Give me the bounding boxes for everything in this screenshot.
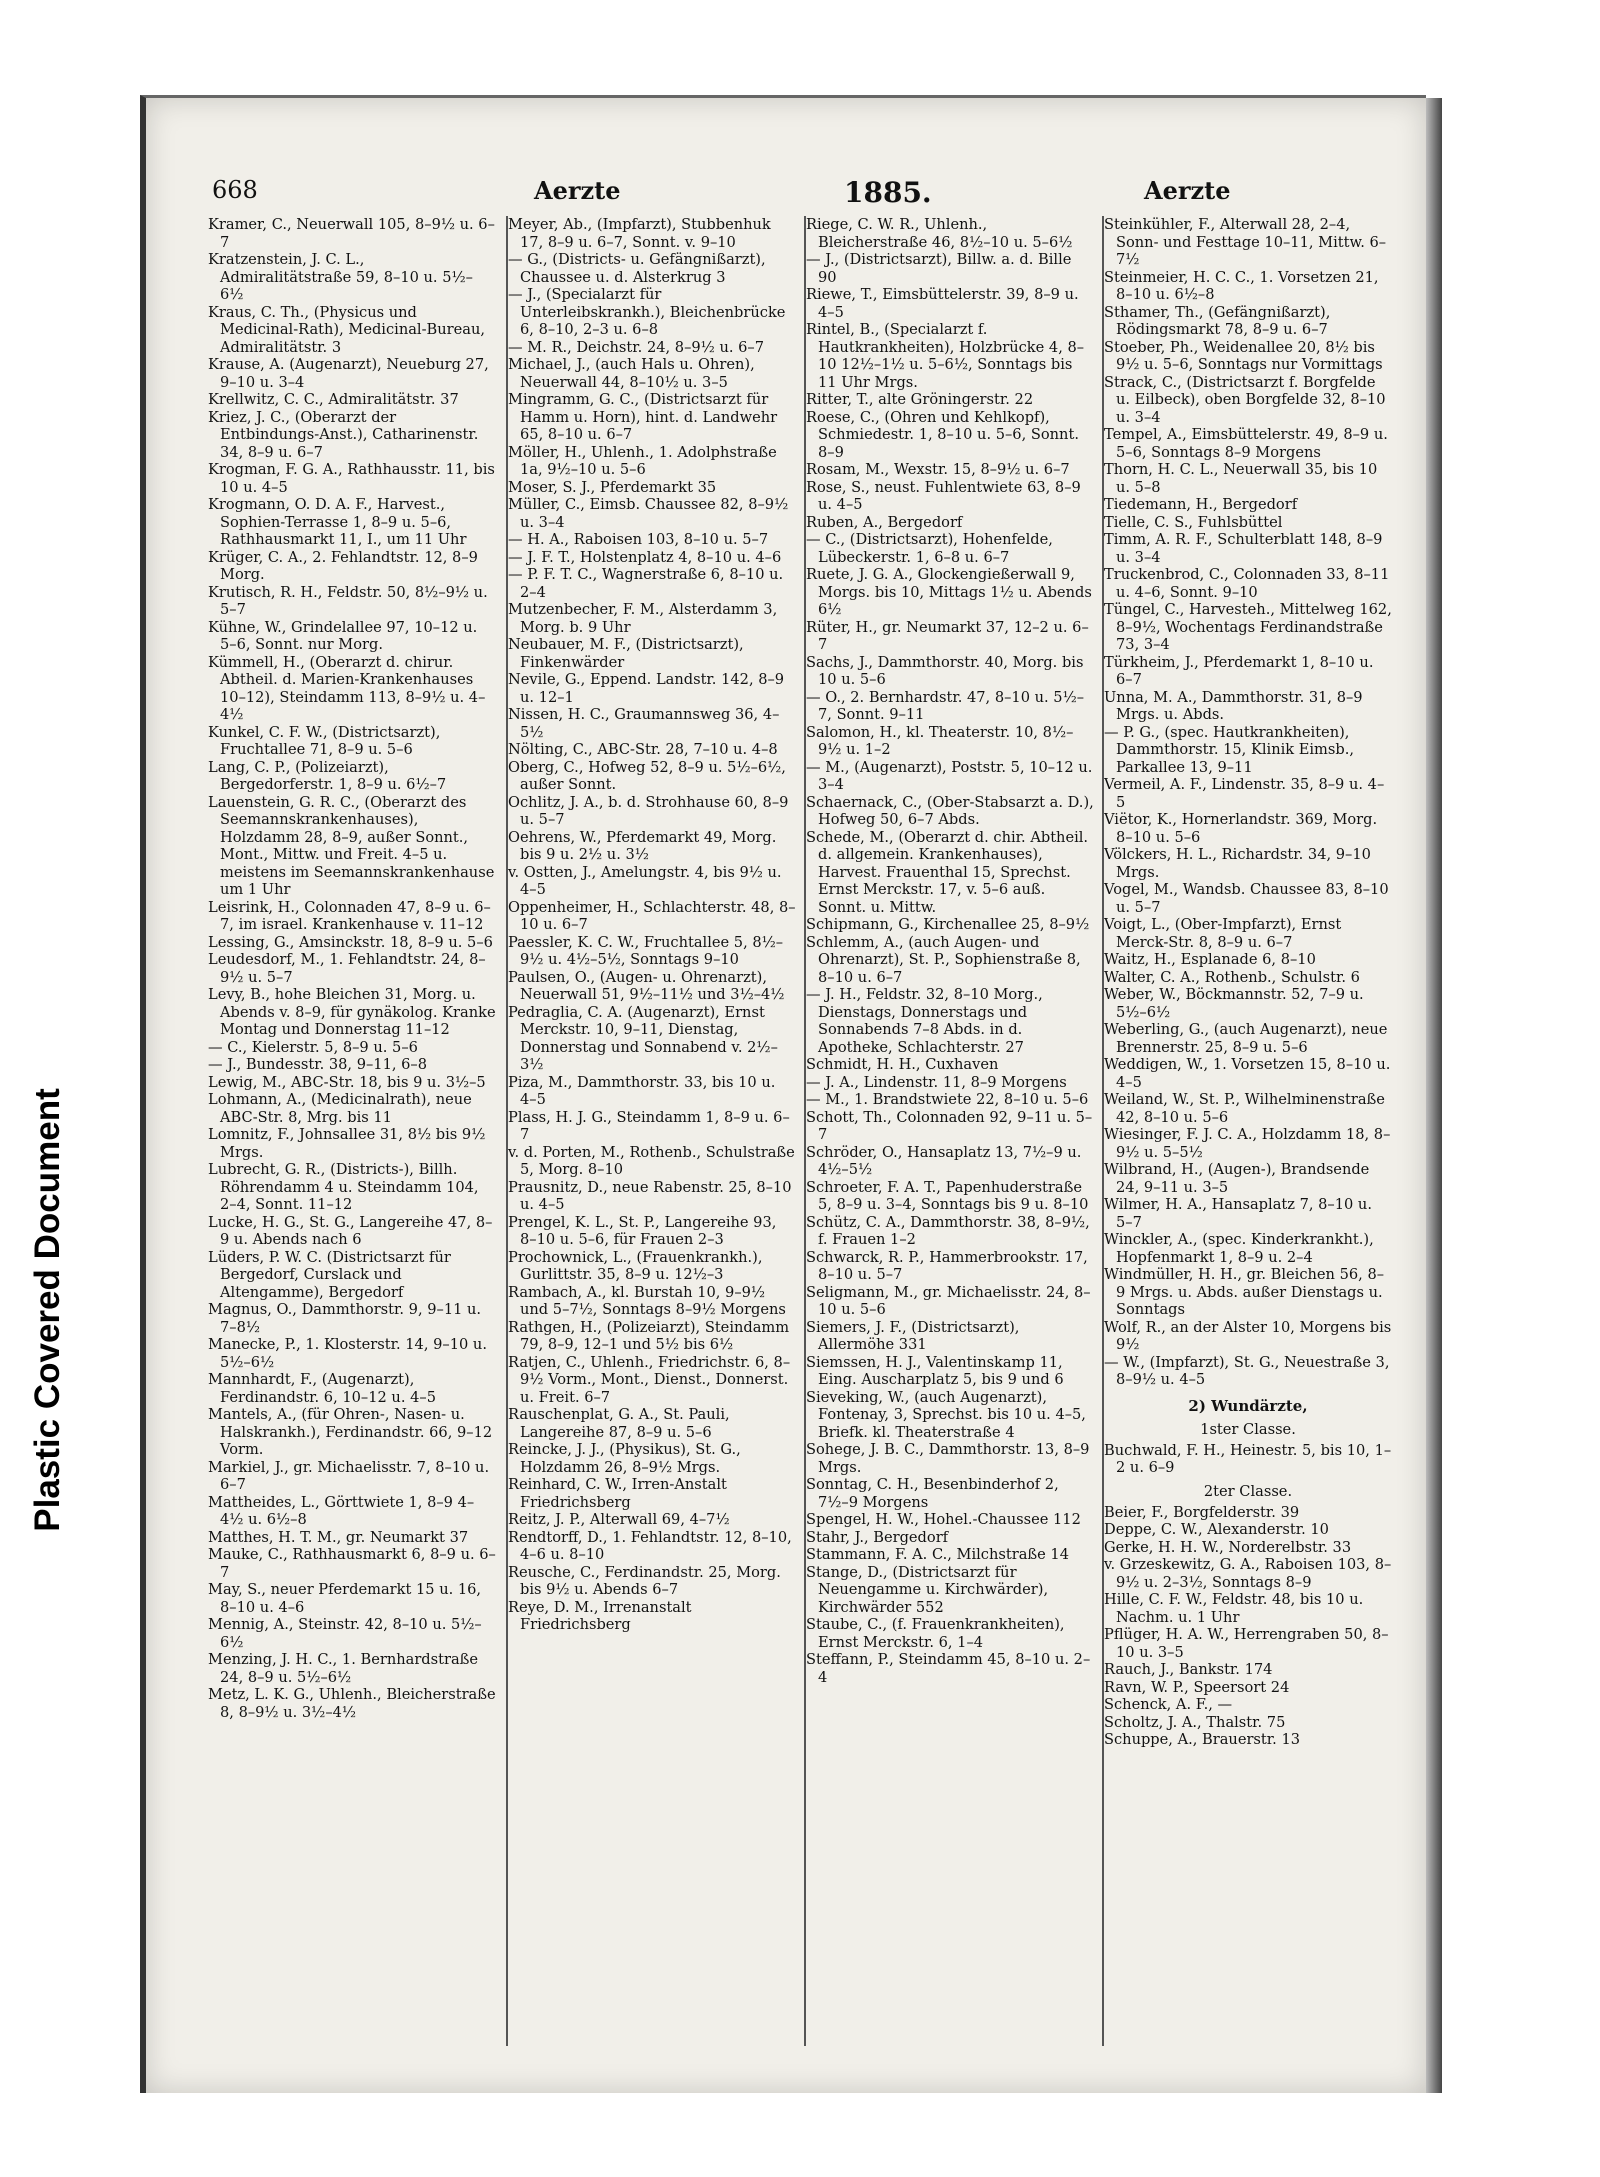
directory-entry: Möller, H., Uhlenh., 1. Adolphstraße 1a, 9½–10 u. 5–6: [508, 443, 777, 478]
directory-entry: — M., (Augenarzt), Poststr. 5, 10–12 u. 3–4: [806, 758, 1093, 793]
directory-entry: Sohege, J. B. C., Dammthorstr. 13, 8–9 Mrgs.: [806, 1441, 1090, 1476]
directory-entry: Pedraglia, C. A. (Augenarzt), Ernst Merckstr. 10, 9–11, Dienstag, Donnerstag und Sonnabend v. 2½–3½: [508, 1003, 778, 1073]
directory-entry: Stoeber, Ph., Weidenallee 20, 8½ bis 9½ u. 5–6, Sonntags nur Vormittags: [1104, 338, 1383, 373]
directory-entry: Matthes, H. T. M., gr. Neumarkt 37: [208, 1528, 469, 1546]
directory-entry: Winckler, A., (spec. Kinderkrankht.), Hopfenmarkt 1, 8–9 u. 2–4: [1104, 1231, 1374, 1266]
directory-entry: Neubauer, M. F., (Districtsarzt), Finkenwärder: [508, 636, 744, 671]
directory-entry: Piza, M., Dammthorstr. 33, bis 10 u. 4–5: [508, 1073, 776, 1108]
directory-entry: v. Grzeskewitz, G. A., Raboisen 103, 8–9½ u. 2–3½, Sonntags 8–9: [1104, 1556, 1392, 1591]
directory-entry: Siemers, J. F., (Districtsarzt), Allermöhe 331: [806, 1318, 1020, 1353]
directory-entry: Rathgen, H., (Polizeiarzt), Steindamm 79, 8–9, 12–1 und 5½ bis 6½: [508, 1318, 790, 1353]
directory-entry: — W., (Impfarzt), St. G., Neuestraße 3, 8–9½ u. 4–5: [1104, 1353, 1390, 1388]
directory-entry: — M., 1. Brandstwiete 22, 8–10 u. 5–6: [806, 1091, 1089, 1108]
directory-entry: Rauch, J., Bankstr. 174: [1104, 1661, 1273, 1678]
directory-entry: Krüger, C. A., 2. Fehlandtstr. 12, 8–9 Morg.: [208, 548, 478, 583]
directory-entry: Lauenstein, G. R. C., (Oberarzt des Seemannskrankenhauses), Holzdamm 28, 8–9, außer Sonnt., Mont., Mittw. und Freit. 4–5 u. meistens im Seemannskrankenhause um 1 Uhr: [208, 793, 495, 898]
directory-entry: Sachs, J., Dammthorstr. 40, Morg. bis 10 u. 5–6: [806, 653, 1084, 688]
directory-entry: Ravn, W. P., Speersort 24: [1104, 1678, 1290, 1696]
directory-entry: Schütz, C. A., Dammthorstr. 38, 8–9½, f. Frauen 1–2: [806, 1213, 1090, 1248]
directory-entry: Nissen, H. C., Graumannsweg 36, 4–5½: [508, 706, 780, 741]
directory-entry: Riewe, T., Eimsbüttelerstr. 39, 8–9 u. 4–5: [806, 286, 1079, 321]
directory-entry: — P. F. T. C., Wagnerstraße 6, 8–10 u. 2–4: [508, 566, 784, 601]
directory-entry: Strack, C., (Districtsarzt f. Borgfelde u. Eilbeck), oben Borgfelde 32, 8–10 u. 3–4: [1104, 373, 1386, 426]
directory-entry: Beier, F., Borgfelderstr. 39: [1104, 1503, 1300, 1521]
directory-entry: Weiland, W., St. P., Wilhelminenstraße 42, 8–10 u. 5–6: [1104, 1091, 1385, 1126]
directory-entry: — C., (Districtsarzt), Hohenfelde, Lübeckerstr. 1, 6–8 u. 6–7: [806, 531, 1053, 566]
directory-entry: Türkheim, J., Pferdemarkt 1, 8–10 u. 6–7: [1104, 653, 1374, 688]
directory-entry: Kunkel, C. F. W., (Districtsarzt), Fruchtallee 71, 8–9 u. 5–6: [208, 723, 441, 758]
directory-entry: Magnus, O., Dammthorstr. 9, 9–11 u. 7–8½: [208, 1301, 482, 1336]
directory-entry: Meyer, Ab., (Impfarzt), Stubbenhuk 17, 8–9 u. 6–7, Sonnt. v. 9–10: [508, 216, 771, 251]
directory-entry: — H. A., Raboisen 103, 8–10 u. 5–7: [508, 531, 769, 548]
directory-entry: Wilmer, H. A., Hansaplatz 7, 8–10 u. 5–7: [1104, 1196, 1372, 1231]
page-number: 668: [212, 176, 258, 204]
directory-entry: Weber, W., Böckmannstr. 52, 7–9 u. 5½–6½: [1104, 986, 1364, 1021]
directory-entry: — J. A., Lindenstr. 11, 8–9 Morgens: [806, 1073, 1067, 1091]
directory-entry: Reusche, C., Ferdinandstr. 25, Morg. bis 9½ u. Abends 6–7: [508, 1563, 781, 1598]
directory-entry: Rintel, B., (Specialarzt f. Hautkrankheiten), Holzbrücke 4, 8–10 12½–1½ u. 5–6½, Sonntags bis 11 Uhr Mrgs.: [806, 321, 1085, 391]
directory-entry: Lubrecht, G. R., (Districts-), Billh. Röhrendamm 4 u. Steindamm 104, 2–4, Sonnt. 11–12: [208, 1161, 479, 1213]
directory-entry: Kriez, J. C., (Oberarzt der Entbindungs-Anst.), Catharinenstr. 34, 8–9 u. 6–7: [208, 408, 479, 461]
directory-entry: v. d. Porten, M., Rothenb., Schulstraße 5, Morg. 8–10: [508, 1143, 795, 1178]
directory-entry: Mantels, A., (für Ohren-, Nasen- u. Halskrankh.), Ferdinandstr. 66, 9–12 Vorm.: [208, 1406, 493, 1458]
directory-entry: Krogmann, O. D. A. F., Harvest., Sophien-Terrasse 1, 8–9 u. 5–6, Rathhausmarkt 11, I., um 11 Uhr: [208, 496, 467, 548]
directory-entry: Truckenbrod, C., Colonnaden 33, 8–11 u. 4–6, Sonnt. 9–10: [1104, 566, 1390, 601]
directory-entry: Steffann, P., Steindamm 45, 8–10 u. 2–4: [806, 1651, 1091, 1686]
directory-entry: — M. R., Deichstr. 24, 8–9½ u. 6–7: [508, 338, 764, 356]
directory-entry: Reincke, J. J., (Physikus), St. G., Holzdamm 26, 8–9½ Mrgs.: [508, 1441, 741, 1476]
left-running-title: Aerzte: [534, 176, 621, 205]
directory-entry: Wilbrand, H., (Augen-), Brandsende 24, 9–11 u. 3–5: [1104, 1161, 1370, 1196]
directory-entry: Stammann, F. A. C., Milchstraße 14: [806, 1546, 1069, 1563]
directory-entry: Kratzenstein, J. C. L., Admiralitätstraße 59, 8–10 u. 5½–6½: [208, 251, 473, 303]
directory-entry: — P. G., (spec. Hautkrankheiten), Dammthorstr. 15, Klinik Eimsb., Parkallee 13, 9–11: [1104, 723, 1355, 776]
directory-entry: Steinkühler, F., Alterwall 28, 2–4, Sonn- und Festtage 10–11, Mittw. 6–7½: [1104, 216, 1387, 268]
directory-entry: — O., 2. Bernhardstr. 47, 8–10 u. 5½–7, Sonnt. 9–11: [806, 688, 1085, 723]
directory-entry: Lessing, G., Amsinckstr. 18, 8–9 u. 5–6: [208, 933, 493, 951]
column-4-entries: [1104, 216, 1392, 1389]
directory-entry: Mingramm, G. C., (Districtsarzt für Hamm u. Horn), hint. d. Landwehr 65, 8–10 u. 6–7: [508, 391, 778, 443]
directory-entry: Rambach, A., kl. Burstah 10, 9–9½ und 5–7½, Sonntags 8–9½ Morgens: [508, 1283, 786, 1318]
directory-entry: Oppenheimer, H., Schlachterstr. 48, 8–10 u. 6–7: [508, 898, 796, 933]
class2-heading: 2ter Classe.: [1203, 1482, 1293, 1500]
directory-entry: Wolf, R., an der Alster 10, Morgens bis 9½: [1104, 1318, 1392, 1353]
directory-entry: Vogel, M., Wandsb. Chaussee 83, 8–10 u. 5–7: [1104, 881, 1389, 916]
directory-entry: Buchwald, F. H., Heinestr. 5, bis 10, 1–2 u. 6–9: [1104, 1441, 1392, 1476]
directory-entry: Scholtz, J. A., Thalstr. 75: [1104, 1713, 1286, 1731]
directory-entry: Rauschenplat, G. A., St. Pauli, Langereihe 87, 8–9 u. 5–6: [508, 1406, 730, 1441]
directory-entry: Vermeil, A. F., Lindenstr. 35, 8–9 u. 4–5: [1104, 776, 1385, 811]
directory-entry: Tempel, A., Eimsbüttelerstr. 49, 8–9 u. 5–6, Sonntags 8–9 Morgens: [1104, 426, 1388, 461]
directory-entry: Schipmann, G., Kirchenallee 25, 8–9½: [806, 916, 1090, 933]
directory-entry: Wiesinger, F. J. C. A., Holzdamm 18, 8–9½ u. 5–5½: [1104, 1126, 1391, 1161]
directory-entry: Reitz, J. P., Alterwall 69, 4–7½: [508, 1511, 730, 1528]
directory-entry: Prausnitz, D., neue Rabenstr. 25, 8–10 u. 4–5: [508, 1178, 792, 1213]
class2-list: [1104, 1504, 1392, 1749]
directory-entry: Sieveking, W., (auch Augenarzt), Fontenay, 3, Sprechst. bis 10 u. 4–5, Briefk. kl. Theaterstraße 4: [806, 1388, 1086, 1441]
directory-columns: [208, 216, 1392, 2046]
directory-entry: Tiedemann, H., Bergedorf: [1104, 496, 1298, 513]
directory-entry: May, S., neuer Pferdemarkt 15 u. 16, 8–10 u. 4–6: [208, 1581, 482, 1616]
directory-entry: Kühne, W., Grindelallee 97, 10–12 u. 5–6, Sonnt. nur Morg.: [208, 618, 478, 653]
directory-entry: Plass, H. J. G., Steindamm 1, 8–9 u. 6–7: [508, 1108, 790, 1143]
directory-entry: Lang, C. P., (Polizeiarzt), Bergedorferstr. 1, 8–9 u. 6½–7: [208, 758, 447, 793]
directory-entry: Sonntag, C. H., Besenbinderhof 2, 7½–9 Morgens: [806, 1476, 1059, 1511]
directory-entry: Pflüger, H. A. W., Herrengraben 50, 8–10 u. 3–5: [1104, 1626, 1389, 1661]
directory-entry: — J. H., Feldstr. 32, 8–10 Morg., Dienstags, Donnerstags und Sonnabends 7–8 Abds. in d. Apotheke, Schlachterstr. 27: [806, 986, 1043, 1056]
directory-entry: Lucke, H. G., St. G., Langereihe 47, 8–9 u. Abends nach 6: [208, 1213, 493, 1248]
directory-entry: Waitz, H., Esplanade 6, 8–10: [1104, 951, 1316, 968]
directory-entry: Ruben, A., Bergedorf: [806, 513, 963, 531]
directory-entry: Schwarck, R. P., Hammerbrookstr. 17, 8–10 u. 5–7: [806, 1248, 1088, 1283]
page-edge: [1426, 98, 1442, 2093]
directory-entry: — J. F. T., Holstenplatz 4, 8–10 u. 4–6: [508, 548, 782, 566]
directory-entry: v. Ostten, J., Amelungstr. 4, bis 9½ u. 4–5: [508, 863, 782, 898]
directory-entry: Roese, C., (Ohren und Kehlkopf), Schmiedestr. 1, 8–10 u. 5–6, Sonnt. 8–9: [806, 408, 1079, 461]
directory-entry: Schroeter, F. A. T., Papenhuderstraße 5, 8–9 u. 3–4, Sonntags bis 9 u. 8–10: [806, 1178, 1089, 1213]
directory-entry: Paessler, K. C. W., Fruchtallee 5, 8½–9½ u. 4½–5½, Sonntags 9–10: [508, 933, 784, 968]
directory-entry: Levy, B., hohe Bleichen 31, Morg. u. Abends v. 8–9, für gynäkolog. Kranke Montag und Donnerstag 11–12: [208, 986, 496, 1038]
directory-entry: — G., (Districts- u. Gefängnißarzt), Chaussee u. d. Alsterkrug 3: [508, 251, 766, 286]
directory-entry: Mutzenbecher, F. M., Alsterdamm 3, Morg. b. 9 Uhr: [508, 601, 778, 636]
directory-entry: Voigt, L., (Ober-Impfarzt), Ernst Merck-Str. 8, 8–9 u. 6–7: [1104, 916, 1342, 951]
directory-entry: Lewig, M., ABC-Str. 18, bis 9 u. 3½–5: [208, 1073, 486, 1091]
column-3: [804, 216, 1094, 2046]
directory-entry: Moser, S. J., Pferdemarkt 35: [508, 478, 717, 496]
directory-entry: Nevile, G., Eppend. Landstr. 142, 8–9 u. 12–1: [508, 671, 785, 706]
directory-entry: Krause, A. (Augenarzt), Neueburg 27, 9–10 u. 3–4: [208, 356, 489, 391]
directory-entry: Oberg, C., Hofweg 52, 8–9 u. 5½–6½, außer Sonnt.: [508, 758, 786, 793]
directory-entry: Walter, C. A., Rothenb., Schulstr. 6: [1104, 968, 1360, 986]
directory-entry: Salomon, H., kl. Theaterstr. 10, 8½–9½ u. 1–2: [806, 723, 1074, 758]
directory-entry: Staube, C., (f. Frauenkrankheiten), Ernst Merckstr. 6, 1–4: [806, 1616, 1065, 1651]
year-title: 1885.: [844, 176, 932, 209]
directory-entry: Stange, D., (Districtsarzt für Neuengamme u. Kirchwärder), Kirchwärder 552: [806, 1563, 1049, 1616]
directory-entry: Krellwitz, C. C., Admiralitätstr. 37: [208, 391, 459, 408]
directory-entry: Mauke, C., Rathhausmarkt 6, 8–9 u. 6–7: [208, 1546, 496, 1581]
directory-entry: Lüders, P. W. C. (Districtsarzt für Bergedorf, Curslack und Altengamme), Bergedorf: [208, 1248, 451, 1301]
directory-entry: Schmidt, H. H., Cuxhaven: [806, 1056, 999, 1073]
directory-entry: Rüter, H., gr. Neumarkt 37, 12–2 u. 6–7: [806, 618, 1089, 653]
directory-entry: Schlemm, A., (auch Augen- und Ohrenarzt), St. P., Sophienstraße 8, 8–10 u. 6–7: [806, 933, 1081, 986]
directory-entry: Ratjen, C., Uhlenh., Friedrichstr. 6, 8–9½ Vorm., Mont., Dienst., Donnerst. u. Freit. 6–7: [508, 1353, 791, 1406]
directory-entry: Leisrink, H., Colonnaden 47, 8–9 u. 6–7, im israel. Krankenhause v. 11–12: [208, 898, 491, 933]
directory-entry: Krogman, F. G. A., Rathhausstr. 11, bis 10 u. 4–5: [208, 461, 495, 496]
directory-entry: Michael, J., (auch Hals u. Ohren), Neuerwall 44, 8–10½ u. 3–5: [508, 356, 755, 391]
directory-entry: Schröder, O., Hansaplatz 13, 7½–9 u. 4½–5½: [806, 1143, 1082, 1178]
directory-entry: — C., Kielerstr. 5, 8–9 u. 5–6: [208, 1038, 418, 1056]
directory-entry: Rose, S., neust. Fuhlentwiete 63, 8–9 u. 4–5: [806, 478, 1081, 513]
class1-list: [1104, 1442, 1392, 1477]
directory-entry: Schenck, A. F., —: [1104, 1696, 1233, 1713]
directory-entry: Markiel, J., gr. Michaelisstr. 7, 8–10 u. 6–7: [208, 1458, 490, 1493]
directory-entry: Leudesdorf, M., 1. Fehlandtstr. 24, 8–9½ u. 5–7: [208, 951, 486, 986]
directory-entry: Rendtorff, D., 1. Fehlandtstr. 12, 8–10, 4–6 u. 8–10: [508, 1528, 792, 1563]
column-1: [208, 216, 496, 2046]
directory-entry: Kraus, C. Th., (Physicus und Medicinal-Rath), Medicinal-Bureau, Admiralitätstr. 3: [208, 303, 485, 356]
directory-entry: Weddigen, W., 1. Vorsetzen 15, 8–10 u. 4–5: [1104, 1056, 1391, 1091]
directory-entry: Schede, M., (Oberarzt d. chir. Abtheil. d. allgemein. Krankenhauses), Harvest. Frauenthal 15, Sprechst. Ernst Merckstr. 17, v. 5–6 auß. Sonnt. u. Mittw.: [806, 828, 1089, 916]
directory-entry: Kümmell, H., (Oberarzt d. chirur. Abtheil. d. Marien-Krankenhauses 10–12), Steindamm 113, 8–9½ u. 4–4½: [208, 653, 486, 723]
directory-entry: Schuppe, A., Brauerstr. 13: [1104, 1731, 1301, 1748]
side-label-text: Plastic Covered Document: [28, 1088, 67, 1532]
directory-entry: Ochlitz, J. A., b. d. Strohhause 60, 8–9 u. 5–7: [508, 793, 789, 828]
directory-entry: Reinhard, C. W., Irren-Anstalt Friedrichsberg: [508, 1476, 727, 1511]
directory-entry: Unna, M. A., Dammthorstr. 31, 8–9 Mrgs. u. Abds.: [1104, 688, 1363, 723]
directory-entry: Ritter, T., alte Gröningerstr. 22: [806, 391, 1034, 408]
directory-entry: Mannhardt, F., (Augenarzt), Ferdinandstr. 6, 10–12 u. 4–5: [208, 1371, 436, 1406]
directory-entry: Sthamer, Th., (Gefängnißarzt), Rödingsmarkt 78, 8–9 u. 6–7: [1104, 303, 1331, 338]
directory-entry: — J., Bundesstr. 38, 9–11, 6–8: [208, 1056, 428, 1073]
directory-entry: Nölting, C., ABC-Str. 28, 7–10 u. 4–8: [508, 741, 778, 758]
directory-entry: Thorn, H. C. L., Neuerwall 35, bis 10 u. 5–8: [1104, 461, 1378, 496]
directory-entry: Reye, D. M., Irrenanstalt Friedrichsberg: [508, 1598, 692, 1633]
directory-entry: Ruete, J. G. A., Glockengießerwall 9, Morgs. bis 10, Mittags 1½ u. Abends 6½: [806, 566, 1092, 618]
directory-entry: Schaernack, C., (Ober-Stabsarzt a. D.), Hofweg 50, 6–7 Abds.: [806, 793, 1094, 828]
document-page: [140, 95, 1426, 2093]
directory-entry: Menzing, J. H. C., 1. Bernhardstraße 24, 8–9 u. 5½–6½: [208, 1651, 479, 1686]
directory-entry: Lohmann, A., (Medicinalrath), neue ABC-Str. 8, Mrg. bis 11: [208, 1091, 472, 1126]
directory-entry: Völckers, H. L., Richardstr. 34, 9–10 Mrgs.: [1104, 846, 1371, 881]
right-running-title: Aerzte: [1144, 176, 1231, 205]
directory-entry: Oehrens, W., Pferdemarkt 49, Morg. bis 9 u. 2½ u. 3½: [508, 828, 777, 863]
directory-entry: Kramer, C., Neuerwall 105, 8–9½ u. 6–7: [208, 216, 495, 251]
page-header: [204, 176, 1386, 216]
directory-entry: Mennig, A., Steinstr. 42, 8–10 u. 5½–6½: [208, 1616, 482, 1651]
directory-entry: Tüngel, C., Harvesteh., Mittelweg 162, 8–9½, Wochentags Ferdinandstraße 73, 3–4: [1104, 601, 1392, 653]
directory-entry: Riege, C. W. R., Uhlenh., Bleicherstraße 46, 8½–10 u. 5–6½: [806, 216, 1073, 251]
directory-entry: Timm, A. R. F., Schulterblatt 148, 8–9 u. 3–4: [1104, 531, 1383, 566]
directory-entry: Manecke, P., 1. Klosterstr. 14, 9–10 u. 5½–6½: [208, 1336, 487, 1371]
directory-entry: Krutisch, R. H., Feldstr. 50, 8½–9½ u. 5–7: [208, 583, 488, 618]
directory-entry: Gerke, H. H. W., Norderelbstr. 33: [1104, 1538, 1352, 1556]
directory-entry: Mattheides, L., Görttwiete 1, 8–9 4–4½ u. 6½–8: [208, 1493, 475, 1528]
directory-entry: Windmüller, H. H., gr. Bleichen 56, 8–9 Mrgs. u. Abds. außer Dienstags u. Sonntags: [1104, 1266, 1385, 1318]
directory-entry: Weberling, G., (auch Augenarzt), neue Brennerstr. 25, 8–9 u. 5–6: [1104, 1021, 1388, 1056]
directory-entry: Schott, Th., Colonnaden 92, 9–11 u. 5–7: [806, 1108, 1093, 1143]
directory-entry: Lomnitz, F., Johnsallee 31, 8½ bis 9½ Mrgs.: [208, 1126, 486, 1161]
directory-entry: Siemssen, H. J., Valentinskamp 11, Eing. Auscharplatz 5, bis 9 und 6: [806, 1353, 1064, 1388]
directory-entry: Paulsen, O., (Augen- u. Ohrenarzt), Neuerwall 51, 9½–11½ und 3½–4½: [508, 968, 785, 1003]
directory-entry: Müller, C., Eimsb. Chaussee 82, 8–9½ u. 3–4: [508, 496, 789, 531]
directory-entry: Viëtor, K., Hornerlandstr. 369, Morg. 8–10 u. 5–6: [1104, 811, 1378, 846]
directory-entry: Deppe, C. W., Alexanderstr. 10: [1104, 1521, 1329, 1538]
directory-entry: Hille, C. F. W., Feldstr. 48, bis 10 u. Nachm. u. 1 Uhr: [1104, 1591, 1364, 1626]
side-label: [18, 1030, 78, 1590]
directory-entry: Steinmeier, H. C. C., 1. Vorsetzen 21, 8–10 u. 6½–8: [1104, 268, 1379, 303]
directory-entry: — J., (Specialarzt für Unterleibskrankh.), Bleichenbrücke 6, 8–10, 2–3 u. 6–8: [508, 286, 786, 338]
class1-heading: 1ster Classe.: [1200, 1420, 1296, 1438]
surgeons-heading: 2) Wundärzte,: [1188, 1396, 1308, 1415]
column-2: [506, 216, 796, 2046]
directory-entry: Metz, L. K. G., Uhlenh., Bleicherstraße 8, 8–9½ u. 3½–4½: [208, 1686, 496, 1721]
directory-entry: Prochownick, L., (Frauenkrankh.), Gurlittstr. 35, 8–9 u. 12½–3: [508, 1248, 763, 1283]
directory-entry: Rosam, M., Wexstr. 15, 8–9½ u. 6–7: [806, 461, 1070, 478]
directory-entry: Tielle, C. S., Fuhlsbüttel: [1104, 513, 1283, 531]
directory-entry: Seligmann, M., gr. Michaelisstr. 24, 8–10 u. 5–6: [806, 1283, 1091, 1318]
directory-entry: — J., (Districtsarzt), Billw. a. d. Bille 90: [806, 251, 1072, 286]
column-4: [1102, 216, 1392, 2046]
directory-entry: Stahr, J., Bergedorf: [806, 1528, 949, 1546]
directory-entry: Prengel, K. L., St. P., Langereihe 93, 8–10 u. 5–6, für Frauen 2–3: [508, 1213, 777, 1248]
directory-entry: Spengel, H. W., Hohel.-Chaussee 112: [806, 1511, 1081, 1528]
